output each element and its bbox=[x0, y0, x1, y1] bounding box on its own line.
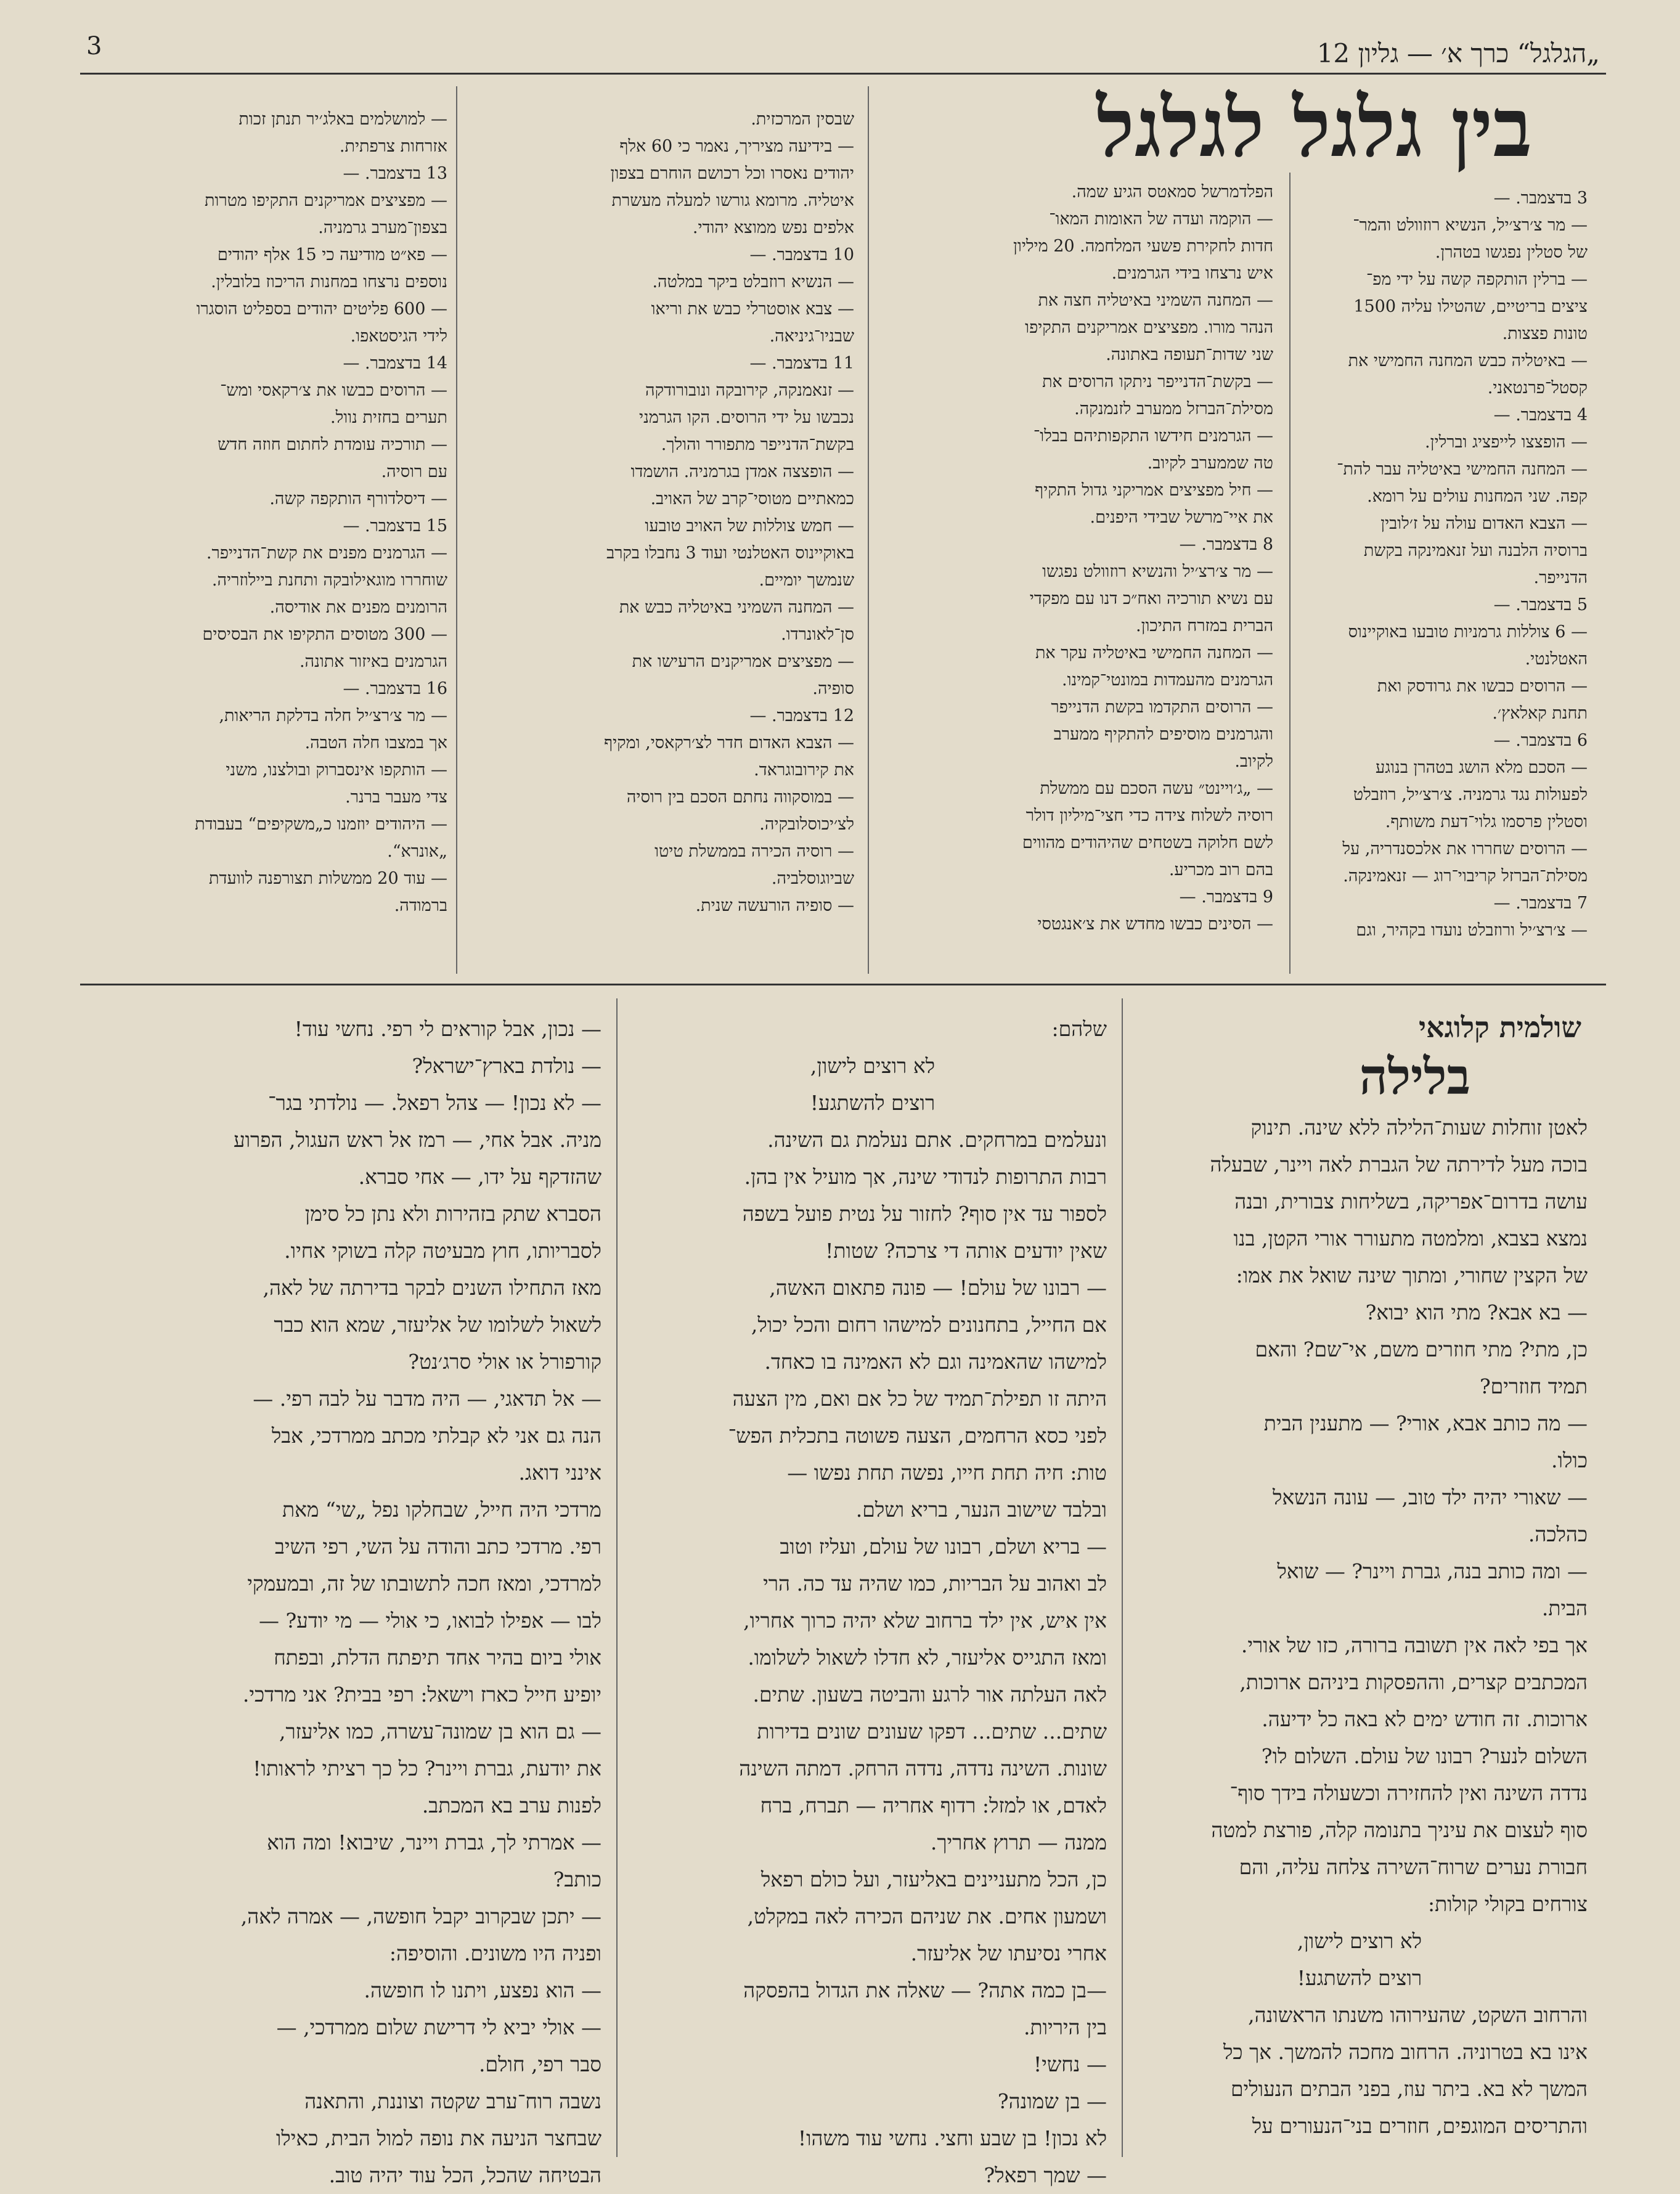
news-line: טה שממערב לקיוב. bbox=[1147, 454, 1273, 473]
news-line: קפה. שני המחנות עולים על רומא. bbox=[1367, 487, 1588, 506]
story-line: בין היריות. bbox=[1023, 2015, 1107, 2039]
section-rule bbox=[80, 984, 1606, 985]
news-line: שבניו־גיניאה. bbox=[769, 327, 854, 346]
story-line: אין איש, אין ילד ברחוב שלא יהיה כרוך אחריו, bbox=[743, 1609, 1107, 1633]
story-line: רוצים להשתגע! bbox=[1297, 1966, 1422, 1990]
story-line: שלהם: bbox=[1051, 1017, 1107, 1041]
story-line: המכתבים קצרים, וההפסקות ביניהם ארוכות, bbox=[1239, 1670, 1588, 1694]
story-line: שהזדקף על ידו, — אחי סברא. bbox=[358, 1165, 601, 1189]
story-line: למישהו שהאמינה וגם לא האמינה בו כאחד. bbox=[764, 1350, 1107, 1374]
story-line: יופיע חייל כארז וישאל: רפי בבית? אני מרדכי. bbox=[242, 1682, 601, 1707]
news-line: הדנייפר. bbox=[1533, 568, 1588, 587]
news-line: „אונרא“. bbox=[387, 842, 447, 861]
news-line: 12 בדצמבר. — bbox=[749, 706, 854, 725]
running-head: „הגלגל“ כרך א׳ — גליון 12 bbox=[1316, 38, 1600, 68]
story-line: — לא נכון! — צהל רפאל. — נולדתי בגר־ bbox=[268, 1091, 601, 1115]
story-line: אך בפי לאה אין תשובה ברורה, כזו של אורי. bbox=[1241, 1633, 1588, 1657]
news-line: — המחנה החמישי באיטליה עבר להת־ bbox=[1337, 460, 1588, 479]
story-line: את יודעת, גברת ויינר? כל כך רציתי לראותו! bbox=[253, 1756, 601, 1780]
story-line: הבית. bbox=[1541, 1596, 1588, 1620]
story-line: סבר רפי, חולם. bbox=[479, 2052, 601, 2076]
story-column-2 bbox=[638, 1011, 1107, 2194]
story-line: כן, מתי? מתי חוזרים משם, אי־שם? והאם bbox=[1255, 1337, 1588, 1361]
story-line: — נכון, אבל קוראים לי רפי. נחשי עוד! bbox=[294, 1017, 601, 1041]
story-line: קורפורל או אולי סרג׳נט? bbox=[408, 1350, 601, 1374]
story-column-3 bbox=[78, 1011, 601, 2194]
story-title: בלילה bbox=[1359, 1048, 1470, 1106]
story-line: — נולדת בארץ־ישראל? bbox=[412, 1054, 601, 1078]
news-line: 5 בדצמבר. — bbox=[1493, 595, 1588, 614]
story-line: — שאורי יהיה ילד טוב, — עונה הנשאל bbox=[1272, 1485, 1588, 1509]
news-line: לידי הגיסטאפו. bbox=[350, 327, 447, 346]
news-line: — הרוסים כבשו את צ׳רקאסי ומש־ bbox=[220, 381, 447, 400]
story-line: עושה בדרום־אפריקה, בשליחות צבורית, ובנה bbox=[1234, 1189, 1588, 1213]
story-line: אינו בא בטרוניה. הרחוב מחכה להמשך. אך כל bbox=[1223, 2040, 1588, 2064]
news-line: 4 בדצמבר. — bbox=[1493, 406, 1588, 425]
story-line: לב ואהוב על הבריות, כמו שהיה עד כה. הרי bbox=[763, 1572, 1107, 1596]
story-line: לפנות ערב בא המכתב. bbox=[422, 1793, 601, 1817]
story-line: רבות התרופות לנדודי שינה, אך מועיל אין בהן. bbox=[744, 1165, 1107, 1189]
story-line: רוצים להשתגע! bbox=[810, 1091, 936, 1115]
story-line: ממנה — תרוץ אחריך. bbox=[930, 1830, 1107, 1854]
news-column-1 bbox=[1304, 185, 1588, 944]
story-line: לאדם, או למזל: רדוף אחריה — תברח, ברח bbox=[760, 1793, 1107, 1817]
story-line: — שמך רפאל? bbox=[984, 2163, 1107, 2187]
news-line: קסטל־פרנטאני. bbox=[1487, 378, 1588, 398]
news-line: לשם חלוקה בשטחים שהיהודים מהווים bbox=[1022, 833, 1273, 852]
news-line: — סופיה הורעשה שנית. bbox=[695, 896, 854, 915]
news-line: — המחנה החמישי באיטליה עקר את bbox=[1035, 643, 1273, 663]
news-line: — בידיעה מציריך, נאמר כי 60 אלף bbox=[619, 137, 854, 156]
news-line: לפעולות נגד גרמניה. צ׳רצ׳יל, רוזבלט bbox=[1353, 785, 1588, 804]
news-line: 6 בדצמבר. — bbox=[1493, 731, 1588, 750]
news-line: — צ׳רצ׳יל ורוזבלט נועדו בקהיר, וגם bbox=[1356, 921, 1588, 940]
news-column-3 bbox=[546, 106, 854, 920]
story-line: חבורת נערים שרוח־השירה צלחה עליה, והם bbox=[1239, 1855, 1588, 1879]
news-line: — הצבא האדום חדר לצ׳רקאסי, ומקיף bbox=[604, 733, 854, 752]
news-line: נוספים נרצחו במחנות הריכוז בלובלין. bbox=[211, 272, 447, 292]
story-line: —בן כמה אתה? — שאלה את הגדול בהפסקה bbox=[743, 1978, 1107, 2002]
story-line: — בן שמונה? bbox=[997, 2089, 1107, 2113]
news-line: 16 בדצמבר. — bbox=[343, 679, 447, 698]
news-line: האטלנטי. bbox=[1525, 650, 1588, 669]
news-line: לצ׳יכוסלובקיה. bbox=[759, 815, 854, 834]
news-line: — למושלמים באלג׳יר תנתן זכות bbox=[239, 110, 447, 129]
news-line: — הצבא האדום עולה על ז׳לובין bbox=[1380, 514, 1588, 533]
story-line: של הקצין שחורי, ומתוך שינה שואל את אמו: bbox=[1236, 1263, 1588, 1287]
news-line: תערים בחזית נוול. bbox=[330, 408, 447, 427]
story-line: נשבה רוח־ערב שקטה וצוננת, והתאנה bbox=[304, 2089, 601, 2113]
news-line: אזרחות צרפתית. bbox=[339, 137, 447, 156]
column-divider bbox=[1289, 173, 1291, 974]
story-line: ומאז התגייס אליעזר, לא חדלו לשאול לשלומו. bbox=[748, 1646, 1107, 1670]
story-line: לא נכון! בן שבע וחצי. נחשי עוד משהו! bbox=[797, 2126, 1107, 2150]
news-line: — 6 צוללות גרמניות טובעו באוקיינוס bbox=[1348, 622, 1588, 642]
news-line: שבסין המרכזית. bbox=[751, 110, 854, 129]
news-line: שוחררו מוגאילובקה ותחנת ביילוזריה. bbox=[211, 571, 447, 590]
news-line: — הגרמנים חידשו התקפותיהם בבלו־ bbox=[1033, 426, 1273, 446]
story-line: לבו — אפילו לבואו, כי אולי — מי יודע? — bbox=[258, 1609, 601, 1633]
story-line: רפי. מרדכי כתב והודה על השי, רפי השיב bbox=[274, 1535, 601, 1559]
story-line: מניה. אבל אחי, — רמז אל ראש העגול, הפרוע bbox=[233, 1128, 601, 1152]
story-line: הנה גם אני לא קבלתי מכתב ממרדכי, אבל bbox=[271, 1424, 601, 1448]
news-line: איטליה. מרומא גורשו למעלה מעשרת bbox=[611, 191, 854, 210]
story-line: ארוכות. זה חודש ימים לא באה כל ידיעה. bbox=[1262, 1707, 1588, 1731]
story-line: הבטיחה שהכל, הכל עוד יהיה טוב. bbox=[328, 2163, 601, 2187]
story-line: אחרי נסיעתו של אליעזר. bbox=[910, 1941, 1107, 1965]
news-line: — המחנה השמיני באיטליה כבש את bbox=[619, 598, 854, 617]
news-line: אלפים נפש ממוצא יהודי. bbox=[692, 218, 854, 237]
news-line: והגרמנים מוסיפים להתקיף ממערב bbox=[1053, 725, 1273, 744]
story-line: לאטן זוחלות שעות־הלילה ללא שינה. תינוק bbox=[1250, 1115, 1588, 1140]
story-line: מרדכי היה חייל, שבחלקו נפל „שי“ מאת bbox=[282, 1498, 601, 1522]
news-line: — הרוסים התקדמו בקשת הדנייפר bbox=[1051, 698, 1273, 717]
news-line: — חיל מפציצים אמריקני גדול התקיף bbox=[1035, 481, 1273, 500]
news-line: — מפציצים אמריקנים הרעישו את bbox=[632, 652, 854, 671]
story-line: למרדכי, ומאז חכה לתשובתו של זה, ובמעמקי bbox=[247, 1572, 601, 1596]
story-line: נדדה השינה ואין להחזירה וכשעולה בידך סוף־ bbox=[1229, 1781, 1588, 1805]
story-line: היתה זו תפילת־תמיד של כל אם ואם, מין הצעה bbox=[732, 1387, 1107, 1411]
news-line: — 600 פליטים יהודים בספליט הוסגרו bbox=[196, 300, 447, 319]
story-line: — גם הוא בן שמונה־עשרה, כמו אליעזר, bbox=[279, 1719, 601, 1743]
news-line: איש נרצחו בידי הגרמנים. bbox=[1111, 264, 1273, 283]
news-line: הנהר מורו. מפציצים אמריקנים התקיפו bbox=[1025, 318, 1273, 337]
story-author: שולמית קלוגאי bbox=[1419, 1011, 1581, 1044]
news-column-4 bbox=[102, 106, 447, 920]
column-divider bbox=[456, 86, 457, 974]
news-line: — מר צ׳רצ׳יל והנשיא רוזוולט נפגשו bbox=[1042, 562, 1273, 581]
news-line: — הוקמה ועדה של האומות המאו־ bbox=[1049, 210, 1273, 229]
story-line: לאה העלתה אור לרגע והביטה בשעון. שתים. bbox=[752, 1682, 1107, 1707]
column-divider bbox=[616, 998, 618, 2157]
news-line: 7 בדצמבר. — bbox=[1493, 894, 1588, 913]
news-line: אך במצבו חלה הטבה. bbox=[304, 733, 447, 752]
news-line: הרומנים מפנים את אודיסה. bbox=[269, 598, 447, 617]
story-line: טות: חיה תחת חייו, נפשה תחת נפשו — bbox=[787, 1461, 1107, 1485]
news-line: הברית במזרח התיכון. bbox=[1136, 616, 1273, 635]
news-line: — הופצצו לייפציג וברלין. bbox=[1425, 433, 1588, 452]
story-line: מאז התחילו השנים לבקר בדירתה של לאה, bbox=[263, 1276, 601, 1300]
news-line: 14 בדצמבר. — bbox=[343, 354, 447, 373]
story-line: — בא אבא? מתי הוא יבוא? bbox=[1365, 1300, 1588, 1324]
story-line: ושמעון אחים. את שניהם הכירה לאה במקלט, bbox=[747, 1904, 1107, 1928]
story-line: — אולי יביא לי דרישת שלום ממרדכי, — bbox=[276, 2015, 601, 2039]
page-number: 3 bbox=[86, 32, 102, 60]
news-line: — במוסקווה נחתם הסכם בין רוסיה bbox=[626, 788, 854, 807]
news-line: — תורכיה עומדת לחתום חוזה חדש bbox=[218, 435, 447, 454]
news-line: — הגרמנים מפנים את קשת־הדנייפר. bbox=[206, 544, 447, 563]
story-line: — רבונו של עולם! — פונה פתאום האשה, bbox=[769, 1276, 1107, 1300]
story-line: שתים... שתים... דפקו שעונים שונים בדירות bbox=[757, 1719, 1107, 1743]
story-line: ונעלמים במרחקים. אתם נעלמת גם השינה. bbox=[767, 1128, 1107, 1152]
story-line: כהלכה. bbox=[1528, 1522, 1588, 1546]
news-line: יהודים נאסרו וכל רכושם הוחרם בצפון bbox=[610, 164, 854, 183]
story-line: הסברא שתק בזהירות ולא נתן כל סימן bbox=[304, 1202, 601, 1226]
news-line: — 300 מטוסים התקיפו את הבסיסים bbox=[202, 625, 447, 644]
story-line: ובלבד שישוב הנער, בריא ושלם. bbox=[855, 1498, 1107, 1522]
news-line: של סטלין נפגשו בטהרן. bbox=[1435, 243, 1588, 262]
news-line: בקשת־הדנייפר מתפורר והולך. bbox=[661, 435, 854, 454]
news-line: שביוגוסלביה. bbox=[771, 869, 854, 888]
news-line: כמאתיים מטוסי־קרב של האויב. bbox=[650, 489, 854, 508]
story-line: השלום לנער? רבונו של עולם. השלום לו? bbox=[1261, 1744, 1588, 1768]
news-line: — הסינים כבשו מחדש את צ׳אנגטסי bbox=[1037, 915, 1273, 934]
news-line: מסילת־הברזל קריבוי־רוג — זנאמינקה. bbox=[1343, 867, 1588, 886]
news-line: צדי מעבר ברנר. bbox=[345, 788, 447, 807]
news-line: ברוסיה הלבנה ועל זנאמינקה בקשת bbox=[1363, 541, 1588, 560]
news-line: — הרוסים כבשו את גרודסק ואת bbox=[1377, 677, 1588, 696]
story-line: כולו. bbox=[1551, 1448, 1588, 1472]
story-line: שונות. השינה נדדה, נדדה הרחק. דמתה השינה bbox=[739, 1756, 1107, 1780]
news-line: — ברלין הותקפה קשה על ידי מפ־ bbox=[1366, 270, 1588, 289]
news-line: — „ג׳ויינט״ עשה הסכם עם ממשלת bbox=[1040, 779, 1273, 798]
news-line: 10 בדצמבר. — bbox=[749, 245, 854, 264]
story-line: לשאול לשלומו של אליעזר, שמא הוא כבר bbox=[274, 1313, 601, 1337]
news-line: — הסכם מלא הושג בטהרן בנוגע bbox=[1375, 758, 1588, 777]
story-line: בוכה מעל לדירתה של הגברת לאה ויינר, שבעלה bbox=[1210, 1152, 1588, 1177]
news-line: ציצים בריטיים, שהטילו עליה 1500 bbox=[1353, 297, 1588, 316]
story-line: והתריסים המוגפים, חוזרים בני־הנעורים על bbox=[1252, 2114, 1588, 2138]
news-line: 11 בדצמבר. — bbox=[749, 354, 854, 373]
news-line: באוקיינוס האטלנטי ועוד 3 נחבלו בקרב bbox=[606, 544, 854, 563]
news-line: — מר צ׳רצ׳יל חלה בדלקת הריאות, bbox=[219, 706, 447, 725]
story-line: — אמרתי לך, גברת ויינר, שיבוא! ומה הוא bbox=[267, 1830, 601, 1854]
column-divider bbox=[1122, 998, 1123, 2157]
news-line: — חמש צוללות של האויב טובעו bbox=[645, 516, 854, 536]
news-line: סופיה. bbox=[812, 679, 854, 698]
news-line: מסילת־הברזל ממערב לזנמנקה. bbox=[1074, 399, 1273, 418]
news-line: שני שדות־תעופה באתונה. bbox=[1106, 345, 1273, 364]
story-line: והרחוב השקט, שהעירוהו משנתו הראשונה, bbox=[1248, 2003, 1588, 2027]
news-line: 13 בדצמבר. — bbox=[343, 164, 447, 183]
news-line: הפלדמרשל סמאטס הגיע שמה. bbox=[1071, 182, 1273, 202]
news-line: רוסיה לשלוח צידה כדי חצי־מיליון דולר bbox=[1026, 806, 1273, 825]
story-line: — ומה כותב בנה, גברת ויינר? — שואל bbox=[1277, 1559, 1588, 1583]
news-line: וסטלין פרסמו גלוי־דעת משותף. bbox=[1385, 812, 1588, 831]
news-line: — מר צ׳רצ׳יל, הנשיא רוזוולט והמר־ bbox=[1353, 216, 1588, 235]
story-line: אולי ביום בהיר אחד תיפתח הדלת, ובפתח bbox=[274, 1646, 601, 1670]
news-line: — באיטליה כבש המחנה החמישי את bbox=[1348, 351, 1588, 370]
news-line: חדות לחקירת פשעי המלחמה. 20 מיליון bbox=[1013, 237, 1273, 256]
news-line: נכבשו על ידי הרוסים. הקו הגרמני bbox=[638, 408, 854, 427]
news-line: — בקשת־הדנייפר ניתקו הרוסים את bbox=[1042, 372, 1273, 391]
story-line: כותב? bbox=[553, 1867, 601, 1891]
news-line: טונות פצצות. bbox=[1502, 324, 1588, 343]
news-line: — דיסלדורף הותקפה קשה. bbox=[269, 489, 447, 508]
news-line: תחנת קאלאץ׳. bbox=[1492, 704, 1588, 723]
news-headline: בין גלגל לגלגל bbox=[1096, 80, 1532, 176]
news-line: ברמודה. bbox=[394, 896, 447, 915]
news-line: לקיוב. bbox=[1234, 752, 1273, 771]
news-line: — רוסיה הכירה בממשלת טיטו bbox=[654, 842, 854, 861]
news-line: — הנשיא רוזבלט ביקר במלטה. bbox=[652, 272, 854, 292]
news-column-2 bbox=[990, 179, 1273, 938]
news-line: עם רוסיה. bbox=[381, 462, 447, 481]
story-line: — יתכן שבקרוב יקבל חופשה, — אמרה לאה, bbox=[240, 1904, 601, 1928]
news-line: הגרמנים מהעמדות במונטי־קמינו. bbox=[1062, 671, 1273, 690]
story-line: שבחצר הניעה את נופה למול הבית, כאילו bbox=[275, 2126, 601, 2150]
news-line: — היהודים יוזמנו כ„משקיפים“ בעבודת bbox=[195, 815, 447, 834]
story-line: — מה כותב אבא, אורי? — מתענין הבית bbox=[1263, 1411, 1588, 1435]
story-line: לפני כסא הרחמים, הצעה פשוטה בתכלית הפש־ bbox=[728, 1424, 1107, 1448]
news-line: 8 בדצמבר. — bbox=[1179, 535, 1273, 554]
story-line: — הוא נפצע, ויתנו לו חופשה. bbox=[364, 1978, 601, 2002]
news-line: 15 בדצמבר. — bbox=[343, 516, 447, 536]
news-line: בהם רוב מכריע. bbox=[1168, 860, 1273, 879]
news-line: סן־לאונרדו. bbox=[781, 625, 854, 644]
story-line: צורחים בקולי קולות: bbox=[1427, 1892, 1588, 1916]
story-line: — אל תדאגי, — היה מדבר על לבה רפי. — bbox=[253, 1387, 601, 1411]
story-line: לספור עד אין סוף? לחזור על נטית פועל בשפה bbox=[742, 1202, 1107, 1226]
news-line: — הופצצה אמדן בגרמניה. הושמדו bbox=[630, 462, 854, 481]
news-line: את איי־מרשל שבידי היפנים. bbox=[1090, 508, 1273, 527]
news-line: — צבא אוסטרלי כבש את וריאו bbox=[651, 300, 854, 319]
story-column-1 bbox=[1132, 1109, 1588, 2145]
story-line: — נחשי! bbox=[1033, 2052, 1107, 2076]
story-line: לא רוצים לישון, bbox=[810, 1054, 936, 1078]
story-line: המשך לא בא. ביתר עוז, בפני הבתים הנעולים bbox=[1230, 2077, 1588, 2101]
story-line: נמצא בצבא, ומלמטה מתעורר אורי הקטן, בנו bbox=[1233, 1226, 1588, 1250]
story-line: סוף לעצום את עיניך בתנומה קלה, פורצת למטה bbox=[1211, 1818, 1588, 1842]
top-rule bbox=[80, 73, 1606, 75]
story-line: שאין יודעים אותה די צרכה? שטות! bbox=[825, 1239, 1107, 1263]
column-divider bbox=[868, 86, 869, 974]
news-line: את קירובוגראד. bbox=[754, 761, 854, 780]
news-line: — זנאמנקה, קירובקה ונובורודקה bbox=[645, 381, 854, 400]
news-line: הגרמנים באיזור אתונה. bbox=[299, 652, 447, 671]
story-line: — בריא ושלם, רבונו של עולם, ועליז וטוב bbox=[780, 1535, 1107, 1559]
news-line: — מפציצים אמריקנים התקיפו מטרות bbox=[204, 191, 447, 210]
news-line: — עוד 20 ממשלות תצורפנה לוועדת bbox=[209, 869, 447, 888]
news-line: — המחנה השמיני באיטליה חצה את bbox=[1038, 291, 1273, 310]
story-line: אינני דואג. bbox=[518, 1461, 601, 1485]
news-line: — הותקפו אינסברוק ובולצנו, משני bbox=[226, 761, 447, 780]
news-line: בצפון־מערב גרמניה. bbox=[318, 218, 447, 237]
story-line: ופניה היו משונים. והוסיפה: bbox=[389, 1941, 601, 1965]
news-line: 9 בדצמבר. — bbox=[1179, 887, 1273, 907]
story-line: לסבריותו, חוץ מבעיטה קלה בשוקי אחיו. bbox=[284, 1239, 601, 1263]
news-line: עם נשיא תורכיה ואח״כ דנו עם מפקדי bbox=[1029, 589, 1273, 608]
news-line: שנמשך יומיים. bbox=[759, 571, 854, 590]
story-line: לא רוצים לישון, bbox=[1297, 1929, 1422, 1953]
story-line: תמיד חוזרים? bbox=[1479, 1374, 1588, 1398]
news-line: — הרוסים שחררו את אלכסנדריה, על bbox=[1342, 839, 1588, 858]
story-line: כן, הכל מתעניינים באליעזר, ועל כולם רפאל bbox=[760, 1867, 1107, 1891]
story-line: אם החייל, בתחנונים למישהו רחום והכל יכול, bbox=[751, 1313, 1107, 1337]
news-line: 3 בדצמבר. — bbox=[1493, 189, 1588, 208]
news-line: — פא״ט מודיעה כי 15 אלף יהודים bbox=[217, 245, 447, 264]
